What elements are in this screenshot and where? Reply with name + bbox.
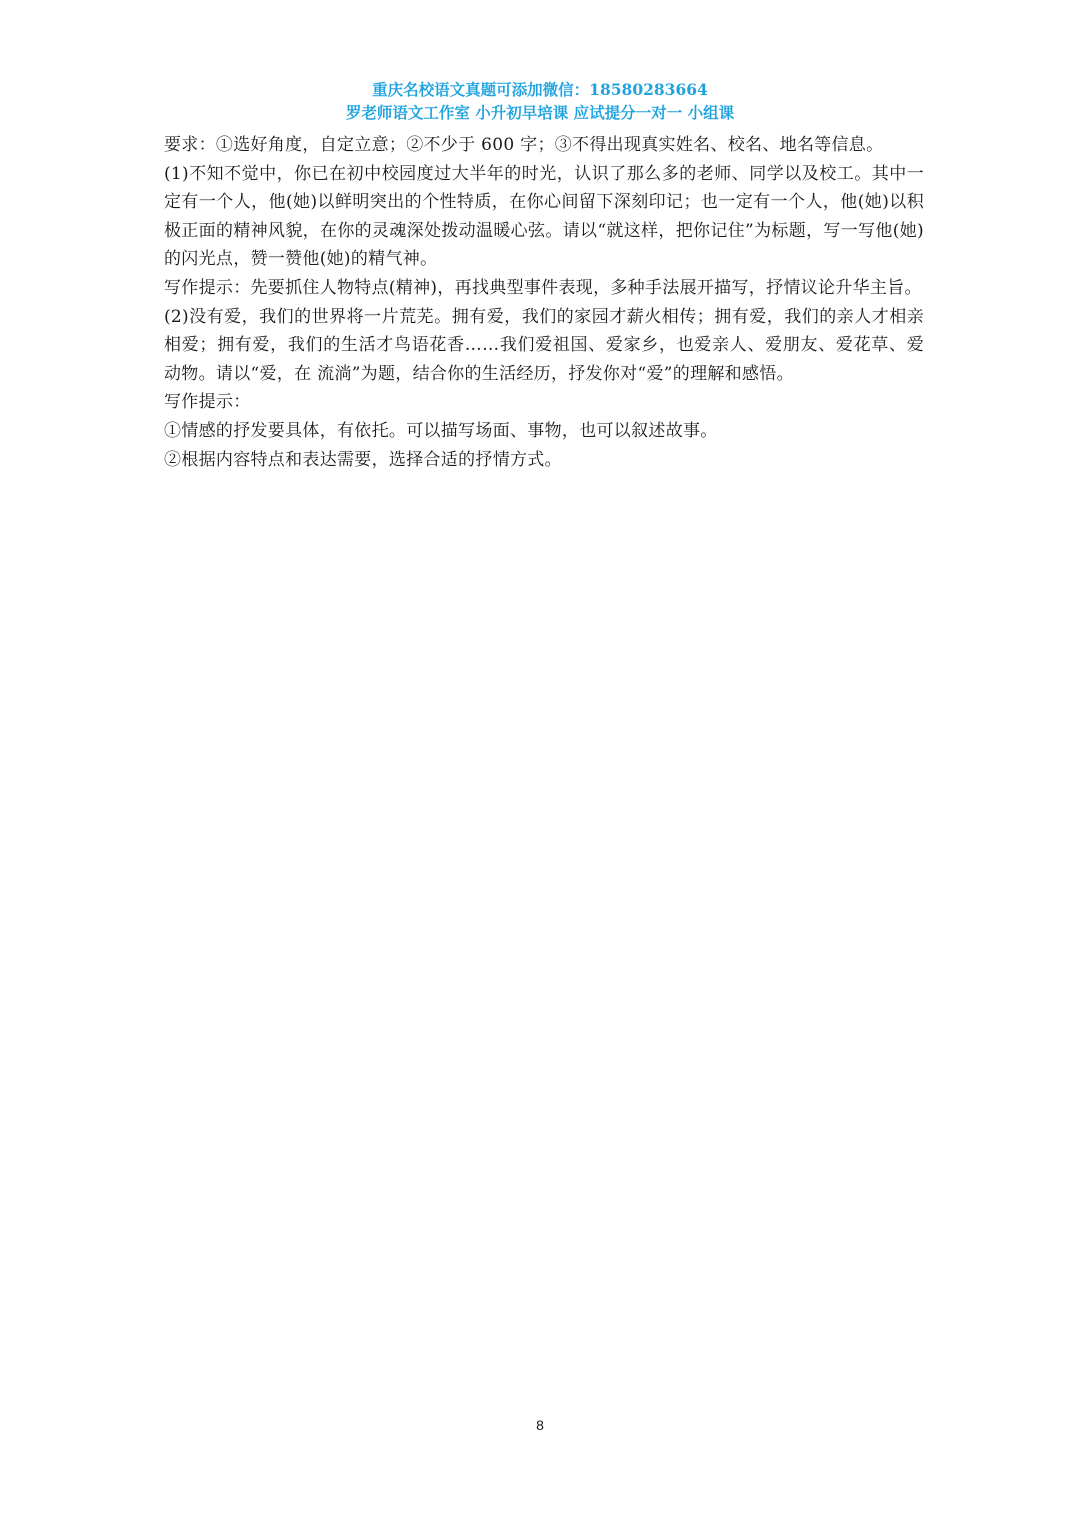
writing-tip-1: 写作提示：先要抓住人物特点(精神)，再找典型事件表现，多种手法展开描写，抒情议论升华主旨。	[164, 277, 922, 298]
page-header	[0, 78, 1080, 124]
prompt-1-paragraph: (1)不知不觉中，你已在初中校园度过大半年的时光，认识了那么多的老师、同学以及校工。其中一定有一个人，他(她)以鲜明突出的个性特质，在你心间留下深刻印记；也一定有一个人，他(她)以积极正面的精神风貌，在你的灵魂深处拨动温暖心弦。请以“就这样，把你记住”为标题，写一写他(她)的闪光点，赞一赞他(她)的精气神。	[164, 163, 924, 270]
writing-tip-2-item-2: ②根据内容特点和表达需要，选择合适的抒情方式。	[164, 449, 562, 470]
document-body	[164, 131, 924, 474]
header-studio-line: 罗老师语文工作室 小升初早培课 应试提分一对一 小组课	[345, 103, 735, 122]
header-contact-line: 重庆名校语文真题可添加微信：18580283664	[372, 80, 708, 99]
requirement-paragraph: 要求：①选好角度，自定立意；②不少于 600 字；③不得出现真实姓名、校名、地名等信息。	[164, 135, 884, 155]
prompt-2-paragraph: (2)没有爱，我们的世界将一片荒芜。拥有爱，我们的家园才薪火相传；拥有爱，我们的亲人才相亲相爱；拥有爱，我们的生活才鸟语花香……我们爱祖国、爱家乡，也爱亲人、爱朋友、爱花草、爱动物。请以“爱，在 流淌”为题，结合你的生活经历，抒发你对“爱”的理解和感悟。	[164, 306, 924, 384]
writing-tip-2-title: 写作提示：	[164, 392, 251, 413]
page-number: 8	[536, 1417, 544, 1433]
writing-tip-2-item-1: ①情感的抒发要具体，有依托。可以描写场面、事物，也可以叙述故事。	[164, 420, 718, 441]
